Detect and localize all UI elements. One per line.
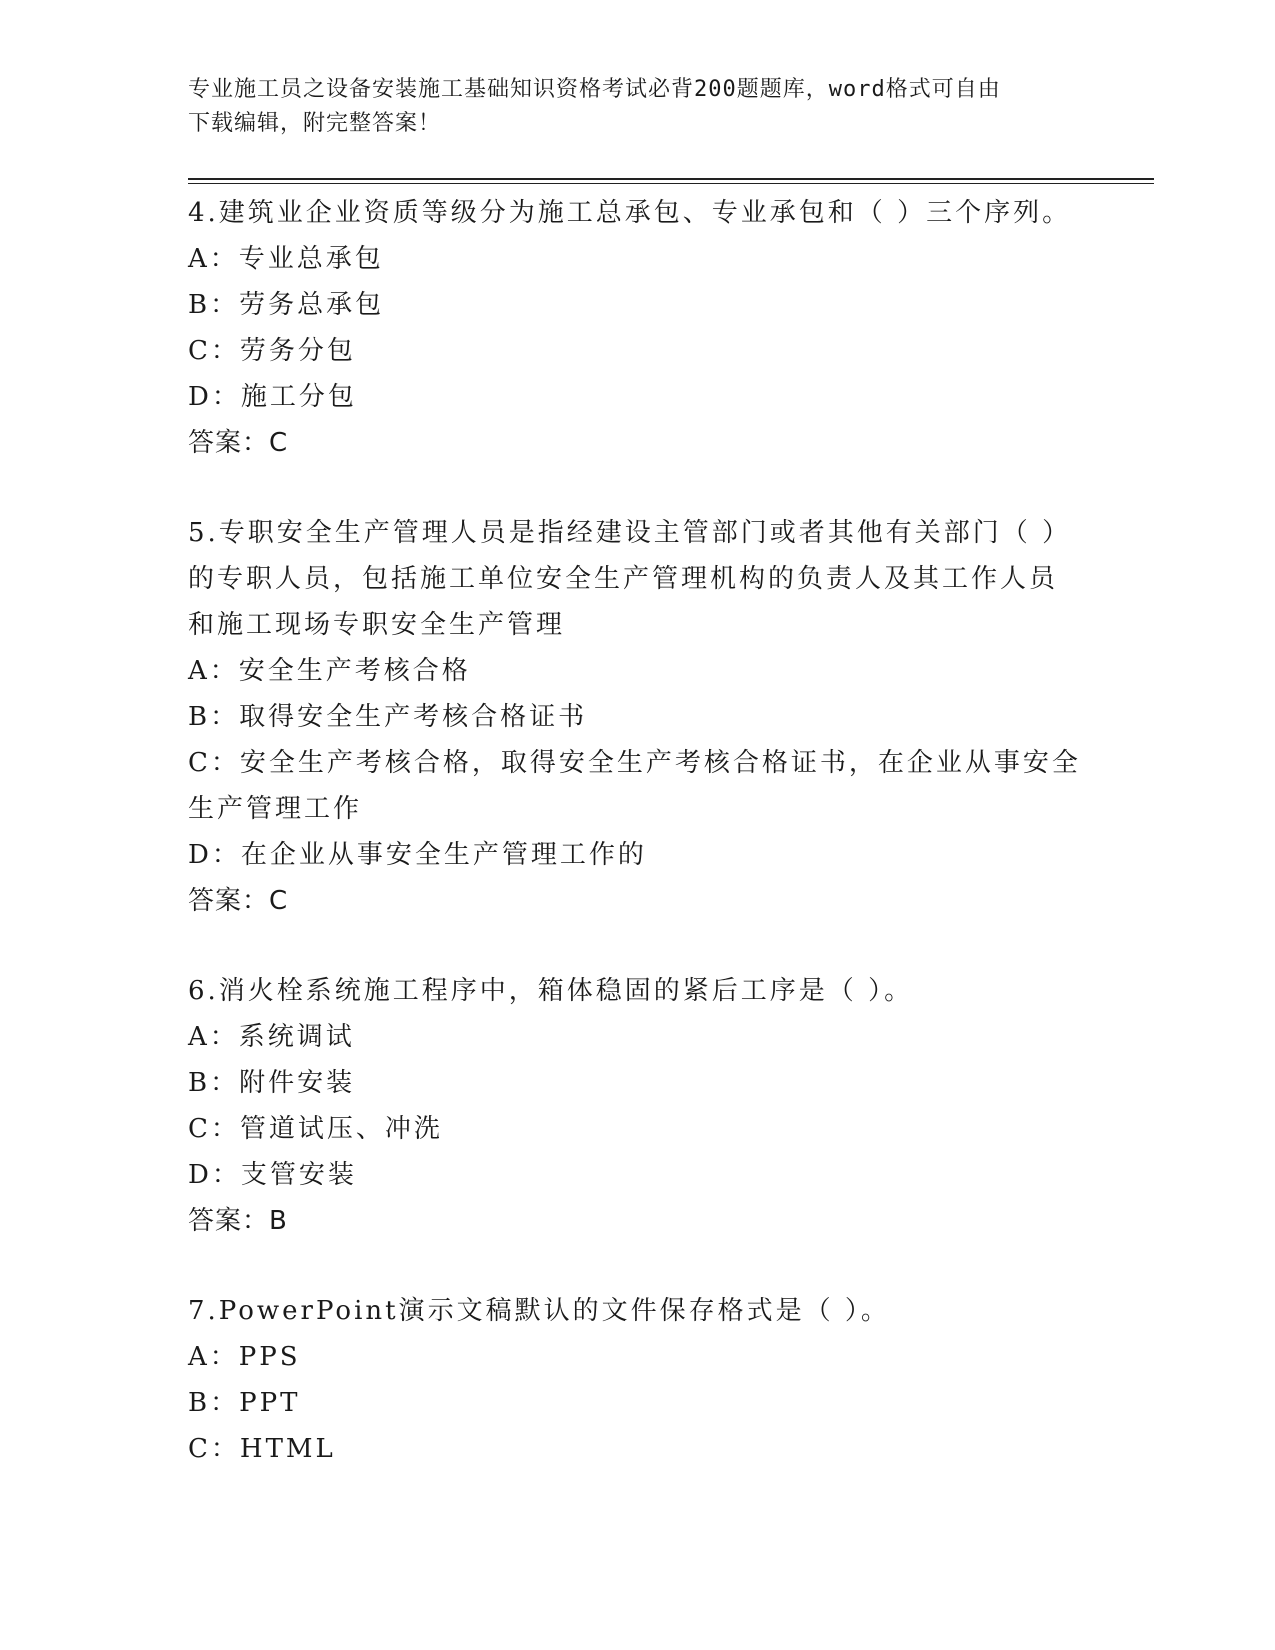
- option-b: B：PPT: [188, 1388, 301, 1418]
- question-text-continued: 的专职人员，包括施工单位安全生产管理机构的负责人及其工作人员: [188, 564, 1059, 594]
- option-a: A：PPS: [188, 1342, 301, 1372]
- option-b: B：取得安全生产考核合格证书: [188, 702, 588, 732]
- header-line-1: 专业施工员之设备安装施工基础知识资格考试必背200题题库，word格式可自由: [188, 77, 1001, 102]
- option-c-continued: 生产管理工作: [188, 794, 363, 824]
- question-block: [188, 190, 1088, 466]
- answer-text: 答案：C: [188, 428, 289, 458]
- answer-text: 答案：C: [188, 886, 289, 916]
- document-header: [188, 73, 1088, 141]
- option-c: C：管道试压、冲洗: [188, 1114, 443, 1144]
- option-b: B：附件安装: [188, 1068, 356, 1098]
- option-d: D：施工分包: [188, 382, 357, 412]
- question-block: [188, 968, 1088, 1244]
- option-c: C：HTML: [188, 1434, 336, 1464]
- question-block: [188, 1288, 1088, 1472]
- question-text: 4.建筑业企业资质等级分为施工总承包、专业承包和（ ）三个序列。: [188, 198, 1072, 228]
- question-text: 5.专职安全生产管理人员是指经建设主管部门或者其他有关部门（ ）: [188, 518, 1072, 548]
- question-text: 6.消火栓系统施工程序中，箱体稳固的紧后工序是（ ）。: [188, 976, 914, 1006]
- question-text: 7.PowerPoint演示文稿默认的文件保存格式是（ ）。: [188, 1296, 890, 1326]
- option-b: B：劳务总承包: [188, 290, 385, 320]
- option-a: A：安全生产考核合格: [188, 656, 471, 686]
- option-d: D：在企业从事安全生产管理工作的: [188, 840, 647, 870]
- option-a: A：专业总承包: [188, 244, 384, 274]
- option-c: C：劳务分包: [188, 336, 356, 366]
- option-c: C：安全生产考核合格，取得安全生产考核合格证书，在企业从事安全: [188, 748, 1081, 778]
- option-a: A：系统调试: [188, 1022, 355, 1052]
- answer-text: 答案：B: [188, 1206, 288, 1236]
- header-divider-thick: [188, 178, 1154, 180]
- header-divider-thin: [188, 183, 1154, 184]
- question-text-continued: 和施工现场专职安全生产管理: [188, 610, 566, 640]
- question-list: [188, 190, 1088, 1472]
- option-d: D：支管安装: [188, 1160, 357, 1190]
- question-block: [188, 510, 1088, 924]
- header-line-2: 下载编辑，附完整答案！: [188, 111, 442, 136]
